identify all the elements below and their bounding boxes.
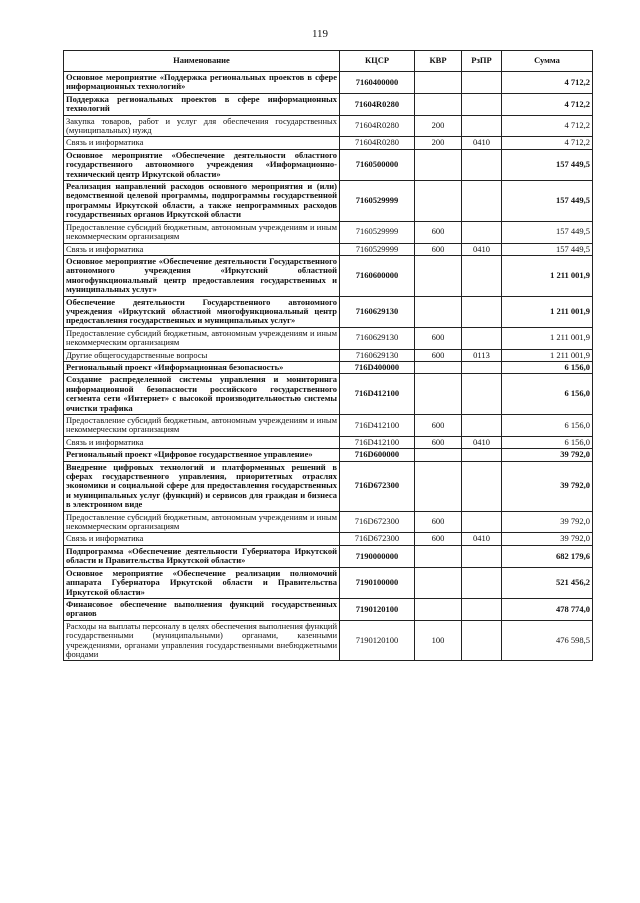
cell-sum: 4 712,2 (502, 72, 593, 94)
cell-name: Основное мероприятие «Поддержка региональных проектов в сфере информационных технологий» (64, 72, 340, 94)
budget-table (63, 50, 593, 661)
cell-sum: 39 792,0 (502, 511, 593, 533)
cell-rzpr (462, 327, 502, 349)
cell-sum: 521 456,2 (502, 567, 593, 598)
cell-name: Региональный проект «Информационная безопасность» (64, 361, 340, 373)
column-header-kvr: КВР (415, 51, 462, 72)
cell-kcsr: 716D412100 (340, 374, 415, 415)
cell-rzpr: 0113 (462, 349, 502, 361)
cell-name: Предоставление субсидий бюджетным, автономным учреждениям и иным некоммерческим организациям (64, 221, 340, 243)
table-row (64, 149, 593, 180)
cell-name: Связь и информатика (64, 436, 340, 448)
cell-sum: 39 792,0 (502, 449, 593, 461)
cell-rzpr (462, 361, 502, 373)
cell-name: Создание распределенной системы управления и мониторинга информационной безопасности российского государственного сегмента сети «Интернет» с высокой производительностью системы очистки трафика (64, 374, 340, 415)
cell-name: Реализация направлений расходов основного мероприятия и (или) ведомственной целевой программы, подпрограммы государственной программы Иркутской области, а также непрограммных расходов государственных органов Иркутской области (64, 181, 340, 222)
cell-rzpr (462, 149, 502, 180)
cell-rzpr (462, 598, 502, 620)
table-row (64, 255, 593, 296)
cell-name: Внедрение цифровых технологий и платформенных решений в сферах государственного управления, приоритетных отраслях экономики и социальной сфере для предоставления государственных и муниципальных услуг (функций) и сервисов для граждан и бизнеса в электронном виде (64, 461, 340, 511)
cell-sum: 1 211 001,9 (502, 296, 593, 327)
cell-kcsr: 716D412100 (340, 436, 415, 448)
cell-kvr (415, 598, 462, 620)
cell-kvr (415, 296, 462, 327)
cell-kvr: 200 (415, 115, 462, 137)
cell-rzpr (462, 255, 502, 296)
cell-sum: 4 712,2 (502, 115, 593, 137)
cell-kcsr: 716D672300 (340, 461, 415, 511)
cell-kvr (415, 461, 462, 511)
table-row (64, 361, 593, 373)
cell-rzpr: 0410 (462, 243, 502, 255)
cell-rzpr: 0410 (462, 533, 502, 545)
cell-kcsr: 7160600000 (340, 255, 415, 296)
cell-name: Расходы на выплаты персоналу в целях обеспечения выполнения функций государственными (муниципальными) органами, казенными учреждениями, органами управления государственными внебюджетными фондами (64, 620, 340, 661)
cell-kcsr: 7160400000 (340, 72, 415, 94)
cell-kvr: 600 (415, 349, 462, 361)
cell-kvr: 600 (415, 327, 462, 349)
table-row (64, 221, 593, 243)
cell-sum: 6 156,0 (502, 374, 593, 415)
cell-kvr (415, 374, 462, 415)
cell-kcsr: 7160529999 (340, 181, 415, 222)
table-row (64, 374, 593, 415)
cell-rzpr (462, 415, 502, 437)
cell-rzpr (462, 449, 502, 461)
cell-name: Основное мероприятие «Обеспечение реализации полномочий аппарата Губернатора Иркутской области и Правительства Иркутской области» (64, 567, 340, 598)
cell-name: Финансовое обеспечение выполнения функций государственных органов (64, 598, 340, 620)
table-row (64, 243, 593, 255)
cell-sum: 157 449,5 (502, 181, 593, 222)
page-number: 119 (311, 28, 329, 40)
table-row (64, 449, 593, 461)
cell-name: Связь и информатика (64, 533, 340, 545)
cell-kvr: 600 (415, 533, 462, 545)
cell-rzpr (462, 72, 502, 94)
cell-name: Предоставление субсидий бюджетным, автономным учреждениям и иным некоммерческим организациям (64, 511, 340, 533)
cell-kvr (415, 567, 462, 598)
cell-name: Закупка товаров, работ и услуг для обеспечения государственных (муниципальных) нужд (64, 115, 340, 137)
cell-name: Предоставление субсидий бюджетным, автономным учреждениям и иным некоммерческим организациям (64, 415, 340, 437)
cell-kcsr: 716D600000 (340, 449, 415, 461)
cell-kcsr: 7160629130 (340, 327, 415, 349)
cell-sum: 157 449,5 (502, 221, 593, 243)
cell-name: Другие общегосударственные вопросы (64, 349, 340, 361)
table-row (64, 620, 593, 661)
cell-name: Связь и информатика (64, 137, 340, 149)
cell-rzpr (462, 461, 502, 511)
cell-sum: 4 712,2 (502, 137, 593, 149)
cell-kcsr: 7160529999 (340, 221, 415, 243)
cell-kvr (415, 72, 462, 94)
cell-name: Подпрограмма «Обеспечение деятельности Губернатора Иркутской области и Правительства Иркутской области» (64, 545, 340, 567)
cell-kcsr: 7160500000 (340, 149, 415, 180)
cell-sum: 1 211 001,9 (502, 349, 593, 361)
cell-kvr (415, 149, 462, 180)
cell-rzpr (462, 545, 502, 567)
table-row (64, 511, 593, 533)
cell-kvr: 600 (415, 436, 462, 448)
cell-kcsr: 716D672300 (340, 533, 415, 545)
table-row (64, 137, 593, 149)
cell-kcsr: 716D400000 (340, 361, 415, 373)
cell-rzpr: 0410 (462, 137, 502, 149)
cell-name: Региональный проект «Цифровое государственное управление» (64, 449, 340, 461)
cell-kcsr: 7190100000 (340, 567, 415, 598)
cell-kcsr: 7160529999 (340, 243, 415, 255)
cell-rzpr (462, 296, 502, 327)
cell-sum: 6 156,0 (502, 436, 593, 448)
cell-kcsr: 716D672300 (340, 511, 415, 533)
cell-name: Обеспечение деятельности Государственного автономного учреждения «Иркутский областной многофункциональный центр предоставления государственных и муниципальных услуг» (64, 296, 340, 327)
cell-kcsr: 716D412100 (340, 415, 415, 437)
cell-rzpr (462, 93, 502, 115)
column-header-rzpr: РзПР (462, 51, 502, 72)
cell-kvr (415, 449, 462, 461)
table-row (64, 436, 593, 448)
cell-sum: 6 156,0 (502, 361, 593, 373)
cell-name: Основное мероприятие «Обеспечение деятельности областного государственного автономного учреждения «Информационно-технический центр Иркутской области» (64, 149, 340, 180)
cell-kcsr: 7190120100 (340, 598, 415, 620)
cell-kcsr: 7190000000 (340, 545, 415, 567)
cell-sum: 39 792,0 (502, 461, 593, 511)
cell-rzpr (462, 374, 502, 415)
cell-sum: 476 598,5 (502, 620, 593, 661)
table-row (64, 461, 593, 511)
column-header-kcsr: КЦСР (340, 51, 415, 72)
cell-sum: 157 449,5 (502, 149, 593, 180)
cell-sum: 4 712,2 (502, 93, 593, 115)
cell-kvr: 600 (415, 511, 462, 533)
cell-sum: 39 792,0 (502, 533, 593, 545)
table-row (64, 115, 593, 137)
table-row (64, 296, 593, 327)
cell-kcsr: 7190120100 (340, 620, 415, 661)
cell-kcsr: 7160629130 (340, 296, 415, 327)
cell-kvr: 600 (415, 415, 462, 437)
cell-kvr: 200 (415, 137, 462, 149)
cell-kvr (415, 255, 462, 296)
cell-kvr (415, 93, 462, 115)
cell-sum: 478 774,0 (502, 598, 593, 620)
cell-sum: 682 179,6 (502, 545, 593, 567)
cell-sum: 1 211 001,9 (502, 327, 593, 349)
cell-kcsr: 71604R0280 (340, 115, 415, 137)
cell-sum: 1 211 001,9 (502, 255, 593, 296)
table-row (64, 93, 593, 115)
table-row (64, 598, 593, 620)
cell-kcsr: 71604R0280 (340, 93, 415, 115)
cell-rzpr (462, 181, 502, 222)
table-body (64, 72, 593, 661)
cell-sum: 157 449,5 (502, 243, 593, 255)
table-row (64, 349, 593, 361)
column-header-name: Наименование (64, 51, 340, 72)
column-header-sum: Сумма (502, 51, 593, 72)
cell-kvr (415, 361, 462, 373)
cell-rzpr (462, 115, 502, 137)
cell-name: Связь и информатика (64, 243, 340, 255)
cell-rzpr (462, 567, 502, 598)
cell-rzpr: 0410 (462, 436, 502, 448)
cell-name: Основное мероприятие «Обеспечение деятельности Государственного автономного учреждения «Иркутский областной многофункциональный центр предоставления государственных и муниципальных услуг» (64, 255, 340, 296)
cell-kvr (415, 181, 462, 222)
cell-kcsr: 7160629130 (340, 349, 415, 361)
cell-rzpr (462, 620, 502, 661)
cell-kvr: 100 (415, 620, 462, 661)
cell-rzpr (462, 221, 502, 243)
table-row (64, 181, 593, 222)
cell-kcsr: 71604R0280 (340, 137, 415, 149)
cell-kvr: 600 (415, 243, 462, 255)
cell-rzpr (462, 511, 502, 533)
table-row (64, 327, 593, 349)
table-row (64, 415, 593, 437)
cell-sum: 6 156,0 (502, 415, 593, 437)
cell-name: Предоставление субсидий бюджетным, автономным учреждениям и иным некоммерческим организациям (64, 327, 340, 349)
cell-name: Поддержка региональных проектов в сфере информационных технологий (64, 93, 340, 115)
table-row (64, 72, 593, 94)
table-row (64, 567, 593, 598)
table-header-row (64, 51, 593, 72)
cell-kvr: 600 (415, 221, 462, 243)
cell-kvr (415, 545, 462, 567)
table-row (64, 545, 593, 567)
table-row (64, 533, 593, 545)
